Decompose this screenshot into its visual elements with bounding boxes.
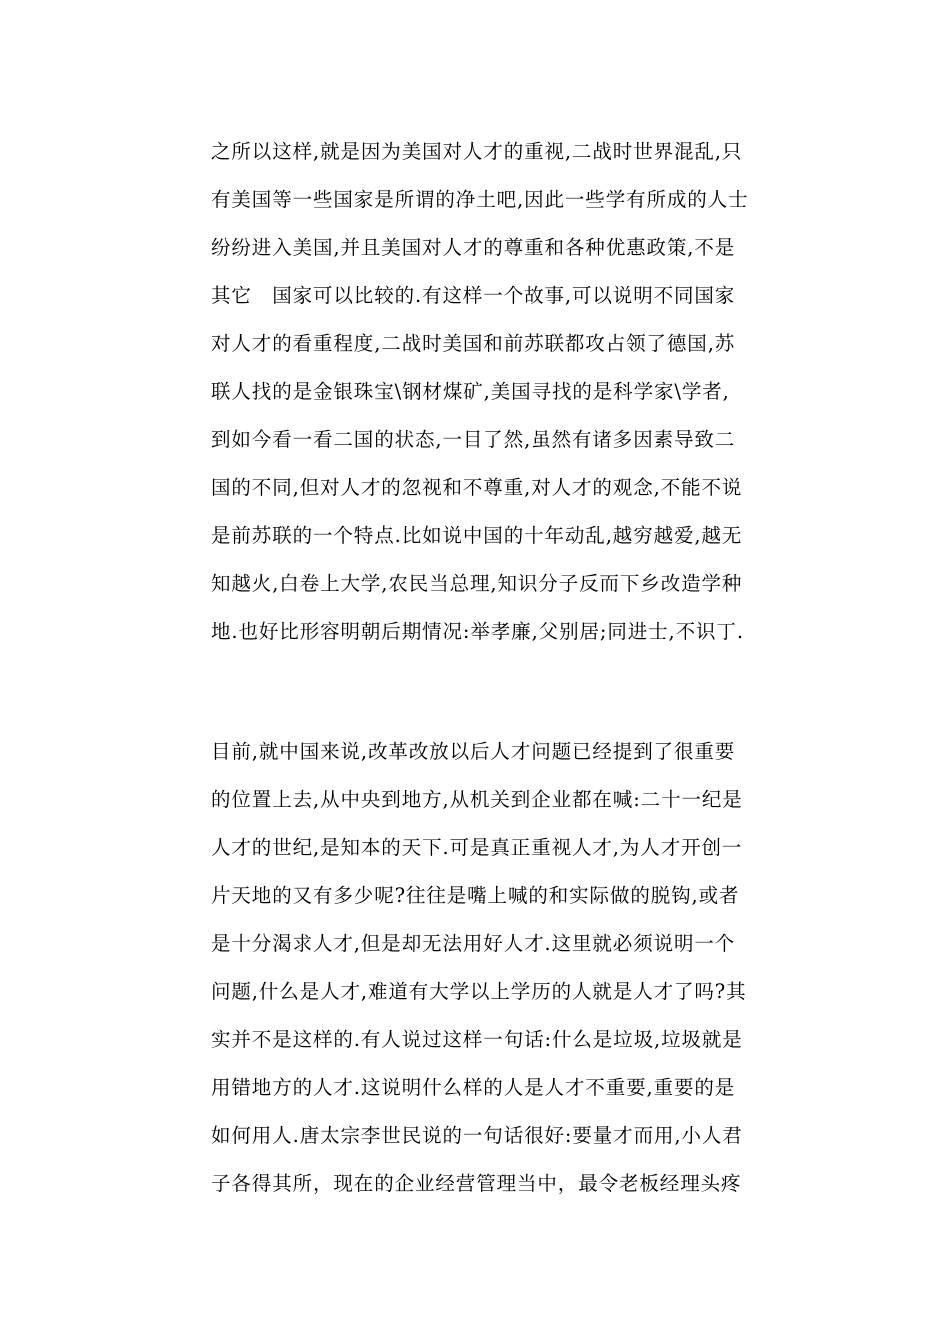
text-line: 问题,什么是人才,难道有大学以上学历的人就是人才了吗?其	[211, 980, 747, 1003]
text-line: 子各得其所，现在的企业经营管理当中，最令老板经理头疼	[211, 1172, 742, 1195]
text-line: 联人找的是金银珠宝\钢材煤矿,美国寻找的是科学家\学者,	[211, 380, 730, 403]
text-line: 目前,就中国来说,改革改放以后人才问题已经提到了很重要	[211, 740, 736, 763]
text-line: 纷纷进入美国,并且美国对人才的尊重和各种优惠政策,不是	[211, 236, 736, 259]
text-line: 对人才的看重程度,二战时美国和前苏联都攻占领了德国,苏	[211, 332, 736, 355]
text-line: 如何用人.唐太宗李世民说的一句话很好:要量才而用,小人君	[211, 1124, 743, 1147]
text-line: 的位置上去,从中央到地方,从机关到企业都在喊:二十一纪是	[211, 788, 743, 811]
text-line: 是十分渴求人才,但是却无法用好人才.这里就必须说明一个	[211, 932, 736, 955]
paragraph-1	[211, 131, 831, 659]
text-line: 有美国等一些国家是所谓的净土吧,因此一些学有所成的人士	[211, 188, 749, 211]
text-line: 到如今看一看二国的状态,一目了然,虽然有诸多因素导致二	[211, 428, 736, 451]
text-line: 是前苏联的一个特点.比如说中国的十年动乱,越穷越爱,越无	[211, 524, 743, 547]
text-line: 国的不同,但对人才的忽视和不尊重,对人才的观念,不能不说	[211, 476, 743, 499]
text-line: 片天地的又有多少呢?往往是嘴上喊的和实际做的脱钩,或者	[211, 884, 740, 907]
text-line: 用错地方的人才.这说明什么样的人是人才不重要,重要的是	[211, 1076, 736, 1099]
text-line: 之所以这样,就是因为美国对人才的重视,二战时世界混乱,只	[211, 140, 743, 163]
text-line: 其它 国家可以比较的.有这样一个故事,可以说明不同国家	[211, 284, 736, 307]
text-line: 知越火,白卷上大学,农民当总理,知识分子反而下乡改造学种	[211, 572, 743, 595]
text-line: 地.也好比形容明朝后期情况:举孝廉,父别居;同进士,不识丁.	[211, 620, 744, 643]
paragraph-2	[211, 731, 831, 1211]
text-line: 人才的世纪,是知本的天下.可是真正重视人才,为人才开创一	[211, 836, 743, 859]
text-line: 实并不是这样的.有人说过这样一句话:什么是垃圾,垃圾就是	[211, 1028, 743, 1051]
